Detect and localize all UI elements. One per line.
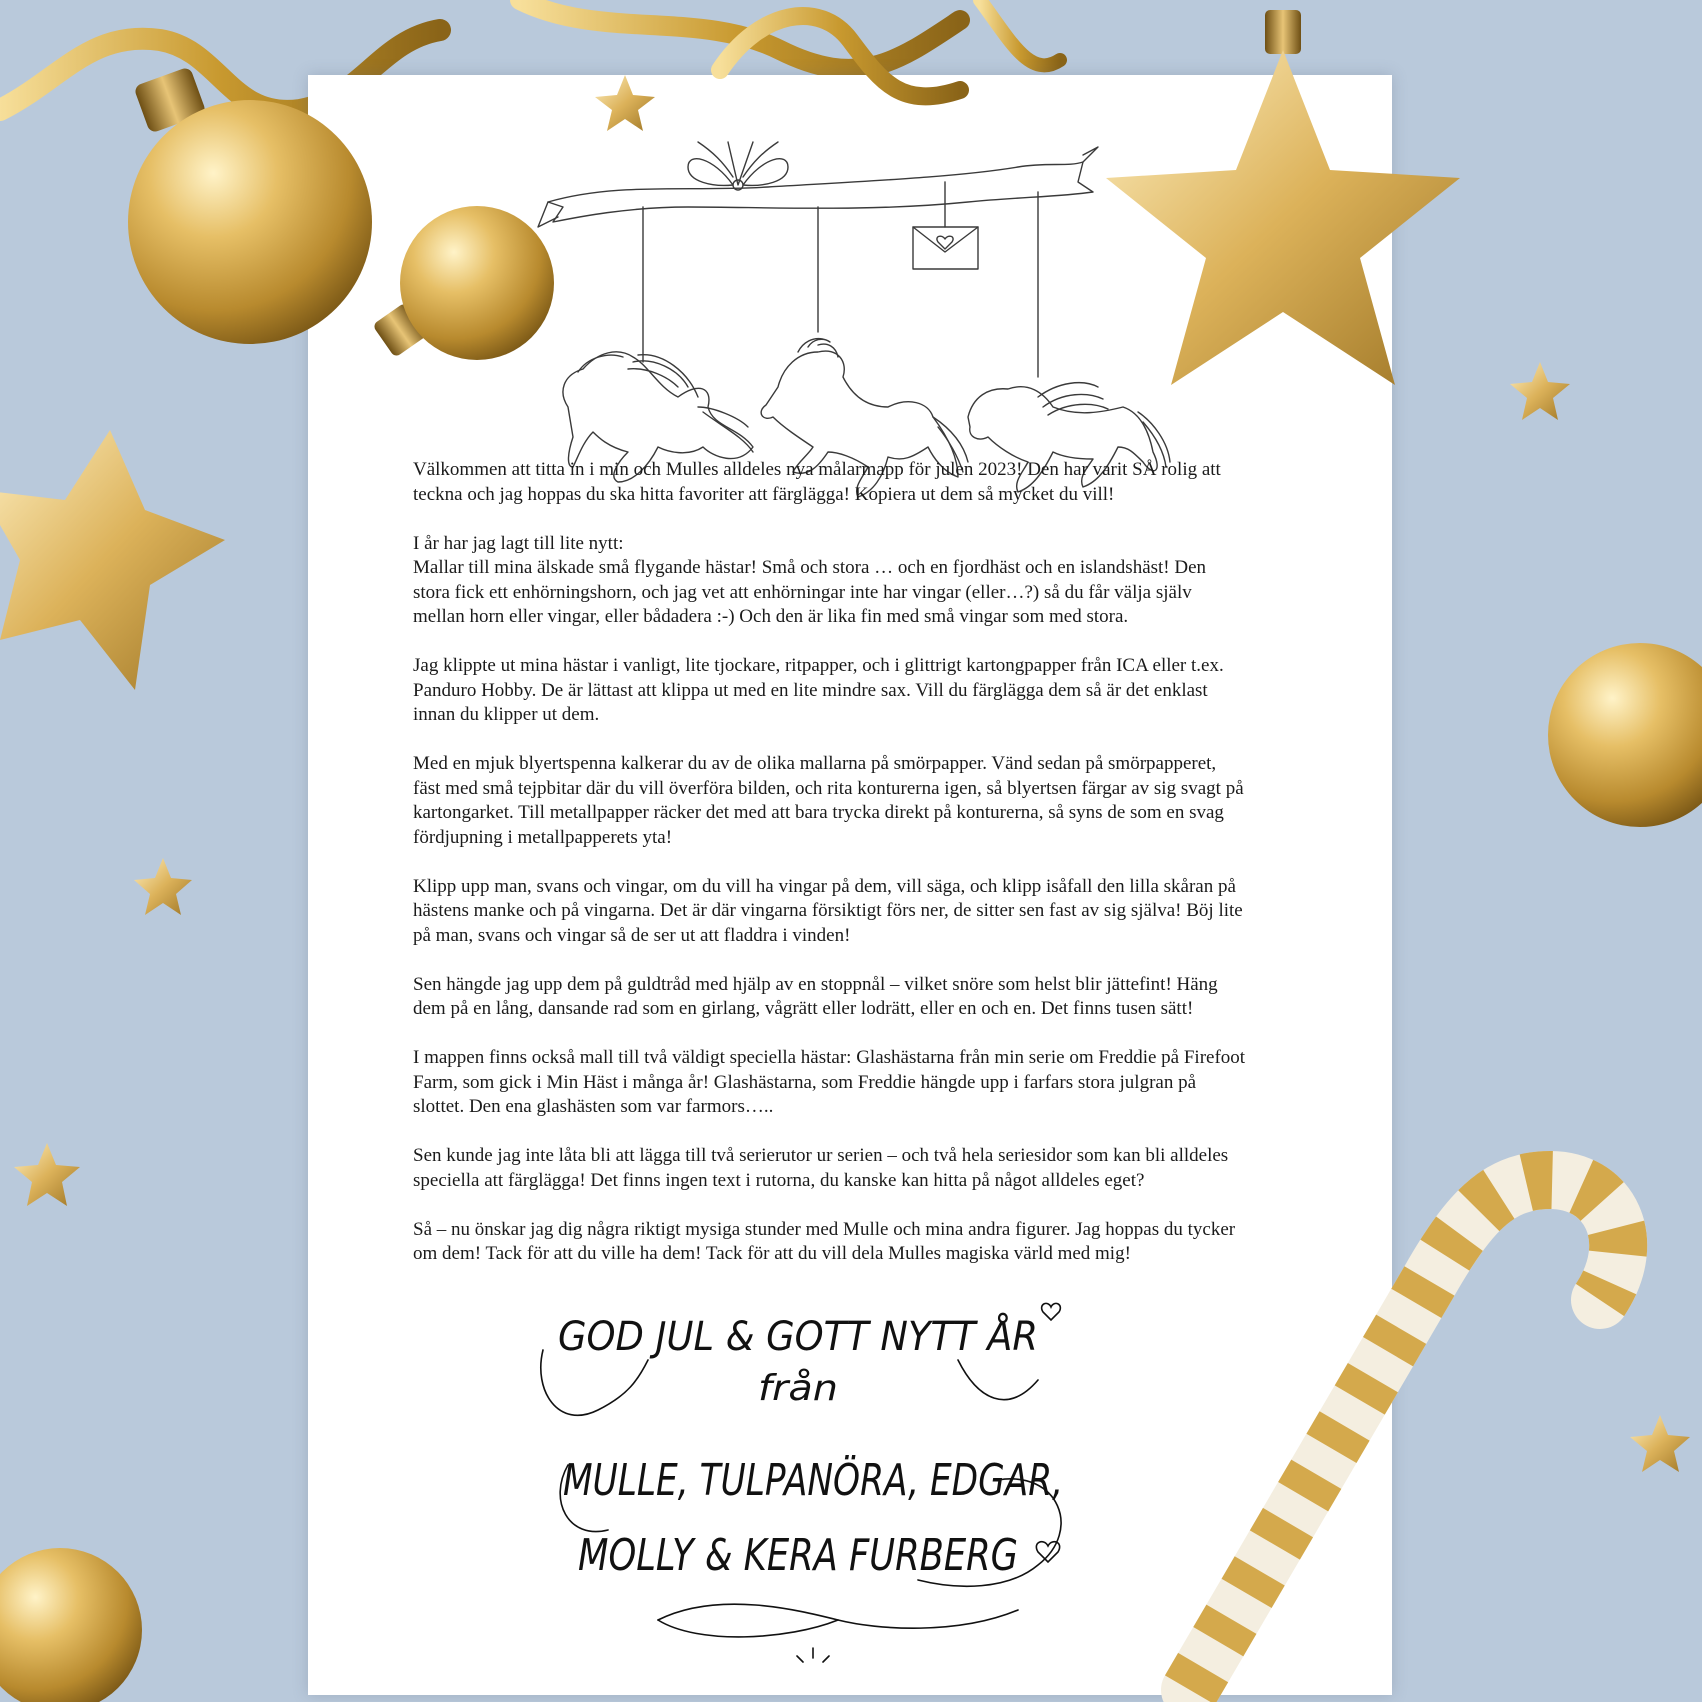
small-gold-star	[14, 1143, 80, 1206]
small-gold-star	[1510, 362, 1570, 420]
bow-drawing	[688, 142, 788, 190]
letter-paragraph-1: Välkommen att titta in i min och Mulles alldeles nya målarmapp för julen 2023! Den har varit SÅ rolig att teckna och jag hoppas du ska hitta favoriter att färglägga! Kopiera ut dem så mycket du vill!	[413, 459, 1221, 505]
letter-body	[413, 458, 1353, 1291]
small-gold-star	[1630, 1415, 1690, 1472]
letter-paragraph-7: I mappen finns också mall till två väldigt speciella hästar: Glashästarna från min serie om Freddie på Firefoot Farm, som gick i Min Häst i många år! Glashästarna, som Freddie hängde upp i farfars stora julgran på slottet. Den ena glashästen som var farmors…..	[413, 1047, 1246, 1117]
letter-paragraph-5: Klipp upp man, svans och vingar, om du vill ha vingar på dem, vill säga, och klipp isåfall den lilla skåran på hästens manke och på vingarna. Det är där vingarna försiktigt förs ner, de sitter sen fast av sig själva! Böj lite på man, svans och vingar så de ser ut att fladdra i vinden!	[413, 875, 1243, 946]
signature-names-2: MOLLY & KERA FURBERG	[578, 1530, 1018, 1581]
flourish	[658, 1604, 1018, 1628]
gold-ribbon	[520, 0, 960, 69]
banner-drawing	[548, 162, 1093, 222]
signature-names-1: MULLE, TULPANÖRA, EDGAR,	[563, 1455, 1204, 1506]
letter-paragraph-2: I år har jag lagt till lite nytt: Mallar till mina älskade små flygande hästar! Små och stora … och en fjordhäst och en islandshäst! Den stora fick ett enhörningshorn, och jag vet att enhörningar inte har vingar (eller…?) så du får välja själv mellan horn eller vingar, eller bådadera :-) Och den är lika fin med små vingar som med stora.	[413, 532, 1207, 627]
greeting-from: från	[758, 1368, 838, 1409]
letter-page	[308, 75, 1392, 1695]
letter-paragraph-8: Sen kunde jag inte låta bli att lägga till två serierutor ur serien – och två hela seriesidor som kan bli alldeles speciella att färglägga! Det finns ingen text i rutorna, du kanske kan hitta på något alldeles eget?	[413, 1145, 1229, 1191]
small-gold-star	[134, 858, 192, 915]
sparkle-doodle	[797, 1648, 829, 1662]
letter-paragraph-3: Jag klippte ut mina hästar i vanligt, lite tjockare, ritpapper, och i glittrigt kartongpapper från ICA eller t.ex. Panduro Hobby. De är lättast att klippa ut med en lite mindre sax. Vill du färglägga dem så är det enklast innan du klipper ut dem.	[413, 655, 1224, 725]
gold-bauble	[0, 1548, 142, 1702]
letter-paragraph-4: Med en mjuk blyertspenna kalkerar du av de olika mallarna på smörpapper. Vänd sedan på smörpapperet, fäst med små tejpbitar där du vill överföra bilden, och rita konturerna igen, så blyertsen färgar av sig svagt på kartongarket. Till metallpapper räcker det med att bara trycka direkt på konturerna, så syns de som en svag fördjupning i metallpapperets yta!	[413, 753, 1244, 848]
greeting-line: GOD JUL & GOTT NYTT ÅR	[558, 1314, 1080, 1360]
flourish	[658, 1620, 838, 1637]
letter-paragraph-6: Sen hängde jag upp dem på guldtråd med hjälp av en stoppnål – vilket snöre som helst blir jättefint! Häng dem på en lång, dansande rad som en girlang, vågrätt eller lodrätt, eller en och en. Det finns tusen sätt!	[413, 973, 1218, 1019]
heart-doodle	[1042, 1303, 1061, 1320]
gold-ribbon	[980, 0, 1060, 65]
letter-paragraph-9: Så – nu önskar jag dig några riktigt mysiga stunder med Mulle och mina andra figurer. Jag hoppas du tycker om dem! Tack för att du ville ha dem! Tack för att du vill dela Mulles magiska värld med mig!	[413, 1218, 1236, 1264]
gold-bauble	[1548, 643, 1702, 827]
handwritten-greeting	[538, 1290, 1204, 1680]
flourish	[958, 1360, 1038, 1400]
envelope-drawing	[913, 182, 978, 269]
